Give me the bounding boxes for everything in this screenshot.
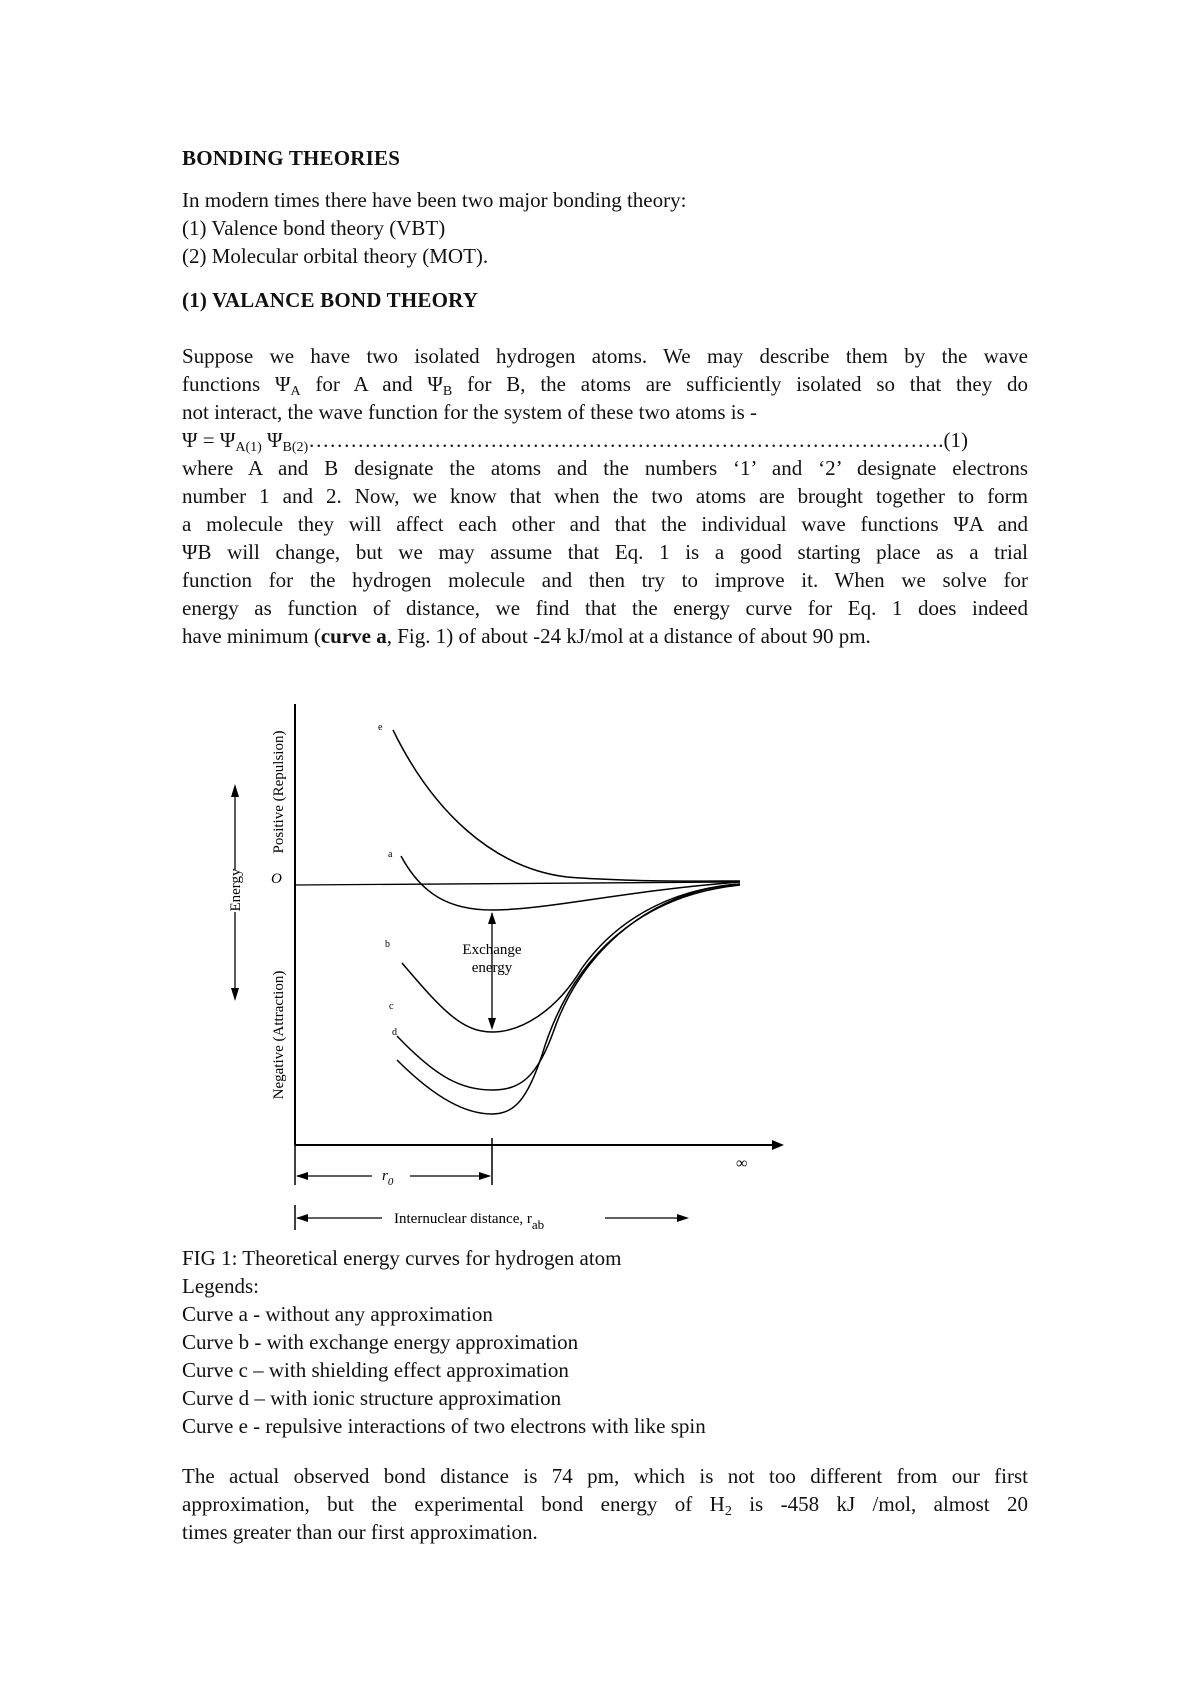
curve-label-a: a — [388, 849, 393, 860]
intro-list-item-mot: (2) Molecular orbital theory (MOT). — [182, 244, 489, 268]
legend-item: Curve e - repulsive interactions of two electrons with like spin — [182, 1414, 706, 1438]
figure-caption — [182, 1244, 1028, 1440]
arrow-left-icon — [296, 1214, 308, 1222]
curve-e — [393, 730, 740, 881]
r0-label: $r_0$ — [382, 1168, 394, 1188]
paragraph-line: have minimum (curve a, Fig. 1) of about -24 kJ/mol at a distance of about 90 pm. — [182, 624, 871, 648]
exchange-energy-label: Exchange — [462, 942, 522, 958]
paragraph-line: not interact, the wave function for the system of these two atoms is - — [182, 400, 758, 424]
paragraph-line: The actual observed bond distance is 74 pm, which is not too different from our first — [182, 1464, 1028, 1488]
paragraph-line: approximation, but the experimental bond energy of $H_2$ is -458 kJ /mol, almost 20 — [182, 1492, 1028, 1519]
curve-label-d: d — [392, 1027, 397, 1038]
curve-b — [402, 884, 740, 1032]
legend-item: Curve a - without any approximation — [182, 1302, 493, 1326]
legend-item: Curve d – with ionic structure approximation — [182, 1386, 562, 1410]
energy-curve-figure — [182, 700, 1028, 1240]
figure-title: FIG 1: Theoretical energy curves for hydrogen atom — [182, 1246, 622, 1270]
arrow-down-icon — [488, 1018, 496, 1030]
curve-label-b: b — [385, 939, 390, 950]
zero-energy-line — [295, 882, 739, 885]
equation-1: $\Psi = \Psi_{A(1)}$ $\Psi_{B(2)}\dots\dots\dots\dots\dots\dots\dots\dots\dots\dots\dots\dots\dots\dots\dots\dots\dots\dots\dots\dots\dots\dots\dots\dots\dots\dots\dots\dots\dots\dots.(1)$ — [182, 428, 968, 455]
paragraph-line: where A and B designate the atoms and the numbers ‘1’ and ‘2’ designate electrons — [182, 456, 1028, 480]
paragraph-line: Suppose we have two isolated hydrogen atoms. We may describe them by the wave — [182, 344, 1028, 368]
paragraph-line: a molecule they will affect each other and that the individual wave functions ΨA and — [182, 512, 1028, 536]
y-label-negative: Negative (Attraction) — [271, 970, 287, 1100]
y-label-energy: Energy — [228, 868, 244, 912]
curve-label-e: e — [378, 722, 383, 733]
paragraph-line: number 1 and 2. Now, we know that when the two atoms are brought together to form — [182, 484, 1028, 508]
section-heading: (1) VALANCE BOND THEORY — [182, 288, 479, 312]
x-axis-label: Internuclear distance, rab — [394, 1211, 545, 1232]
arrow-up-icon — [488, 912, 496, 924]
infinity-label: ∞ — [736, 1155, 748, 1172]
conclusion-paragraph — [182, 1462, 1028, 1546]
legend-item: Curve c – with shielding effect approximation — [182, 1358, 569, 1382]
vbt-paragraph — [182, 342, 1028, 650]
paragraph-line: ΨB will change, but we may assume that Eq. 1 is a good starting place as a trial — [182, 540, 1028, 564]
page-title: BONDING THEORIES — [182, 146, 401, 170]
curve-label-c: c — [389, 1001, 394, 1012]
legend-item: Curve b - with exchange energy approximation — [182, 1330, 579, 1354]
legends-title: Legends: — [182, 1274, 259, 1298]
intro-paragraph — [182, 186, 1028, 270]
arrow-right-icon — [479, 1172, 491, 1180]
arrow-down-icon — [231, 988, 239, 1001]
energy-curve-chart — [182, 700, 1028, 1240]
paragraph-line: function for the hydrogen molecule and then try to improve it. When we solve for — [182, 568, 1028, 592]
y-label-positive: Positive (Repulsion) — [271, 730, 287, 854]
x-axis-arrow-icon — [772, 1140, 784, 1150]
paragraph-line: functions $\Psi_A$ for A and $\Psi_B$ for B, the atoms are sufficiently isolated so that they do — [182, 372, 1029, 399]
arrow-right-icon — [677, 1214, 689, 1222]
arrow-up-icon — [231, 784, 239, 797]
exchange-energy-label: energy — [471, 960, 513, 976]
paragraph-line: energy as function of distance, we find that the energy curve for Eq. 1 does indeed — [182, 596, 1028, 620]
intro-line: In modern times there have been two major bonding theory: — [182, 188, 687, 212]
arrow-left-icon — [296, 1172, 308, 1180]
origin-label: O — [271, 871, 282, 887]
paragraph-line: times greater than our first approximation. — [182, 1520, 538, 1544]
intro-list-item-vbt: (1) Valence bond theory (VBT) — [182, 216, 446, 240]
